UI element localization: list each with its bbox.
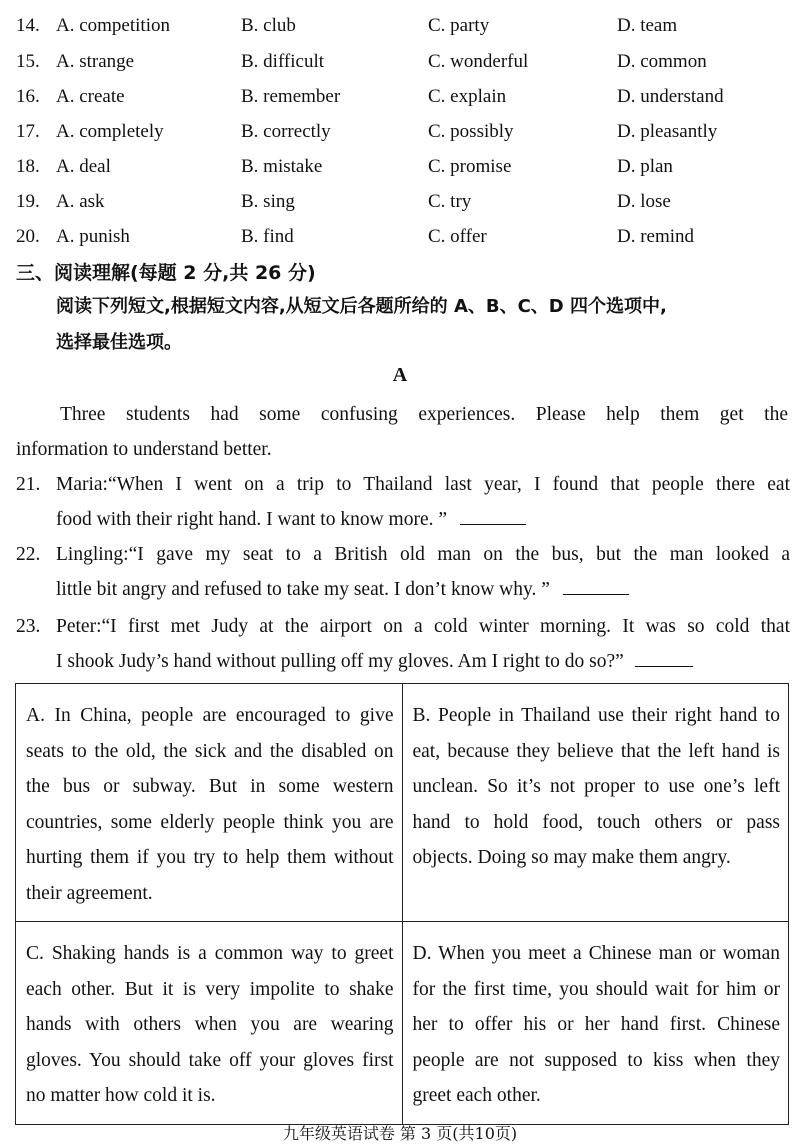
- option-a: A. punish: [56, 226, 130, 247]
- answer-blank[interactable]: [635, 644, 693, 667]
- option-c: C. possibly: [428, 121, 514, 142]
- choice-row: [0, 219, 800, 254]
- answer-blank[interactable]: [563, 572, 629, 595]
- question-number: 19.: [16, 191, 40, 212]
- option-c: C. wonderful: [428, 51, 529, 72]
- option-box-a: A. In China, people are encouraged to give seats to the old, the sick and the disabled on the bus or subway. But in some western countries, some elderly people think you are hurting them if you try to help them without their agreement.: [16, 684, 403, 922]
- question-number: 17.: [16, 121, 40, 142]
- option-c: C. promise: [428, 156, 512, 177]
- question-text: Lingling:“I gave my seat to a British old man on the bus, but the man looked a: [56, 544, 790, 565]
- option-d: D. common: [617, 51, 707, 72]
- option-box-b: B. People in Thailand use their right hand to eat, because they believe that the left hand is unclean. So it’s not proper to use one’s left hand to hold food, touch others or pass objects. Doing so may make them angry.: [402, 684, 789, 922]
- option-d: D. understand: [617, 86, 724, 107]
- choice-row: [0, 79, 800, 114]
- option-c: C. try: [428, 191, 472, 212]
- answer-blank[interactable]: [460, 502, 526, 525]
- question-text: [56, 644, 693, 679]
- option-b: B. find: [241, 226, 294, 247]
- option-b: B. remember: [241, 86, 341, 107]
- question-number: 15.: [16, 51, 40, 72]
- section-heading: 三、阅读理解(每题 2 分,共 26 分): [16, 262, 316, 284]
- question-number: 22.: [16, 544, 41, 565]
- option-b: B. sing: [241, 191, 295, 212]
- option-d: D. lose: [617, 191, 671, 212]
- question-text-line2: food with their right hand. I want to know more. ”: [56, 509, 447, 530]
- question-number: 18.: [16, 156, 40, 177]
- passage-intro: Three students had some confusing experiences. Please help them get the: [60, 404, 788, 425]
- option-d: D. plan: [617, 156, 673, 177]
- choice-row: [0, 114, 800, 149]
- options-table: [15, 683, 789, 1125]
- question-text-line2: I shook Judy’s hand without pulling off my gloves. Am I right to do so?”: [56, 651, 624, 672]
- choice-row: [0, 184, 800, 219]
- option-a: A. competition: [56, 15, 170, 36]
- question-number: 23.: [16, 616, 41, 637]
- option-box-c: C. Shaking hands is a common way to greet each other. But it is very impolite to shake hands with others when you are wearing gloves. You should take off your gloves first no matter how cold it is.: [16, 922, 403, 1125]
- question-number: 14.: [16, 15, 40, 36]
- choice-row: [0, 149, 800, 184]
- question-text: Maria:“When I went on a trip to Thailand last year, I found that people there eat: [56, 474, 790, 495]
- choice-row: [0, 8, 800, 43]
- question-text: [56, 572, 629, 607]
- passage-intro: information to understand better.: [16, 439, 272, 460]
- option-b: B. correctly: [241, 121, 331, 142]
- option-d: D. pleasantly: [617, 121, 718, 142]
- option-d: D. team: [617, 15, 678, 36]
- passage-title: A: [392, 364, 408, 386]
- question-number: 21.: [16, 474, 41, 495]
- option-a: A. completely: [56, 121, 164, 142]
- option-a: A. create: [56, 86, 125, 107]
- question-number: 16.: [16, 86, 40, 107]
- option-b: B. mistake: [241, 156, 323, 177]
- section-instruction: 阅读下列短文,根据短文内容,从短文后各题所给的 A、B、C、D 四个选项中,: [56, 296, 667, 317]
- question-text: Peter:“I first met Judy at the airport on a cold winter morning. It was so cold that: [56, 616, 790, 637]
- page-footer: 九年级英语试卷 第 3 页(共10页): [282, 1124, 518, 1143]
- option-b: B. difficult: [241, 51, 325, 72]
- question-text-line2: little bit angry and refused to take my seat. I don’t know why. ”: [56, 579, 550, 600]
- section-instruction: 选择最佳选项。: [56, 332, 182, 353]
- question-text: [56, 502, 526, 537]
- option-c: C. explain: [428, 86, 507, 107]
- option-b: B. club: [241, 15, 296, 36]
- option-a: A. deal: [56, 156, 111, 177]
- option-a: A. strange: [56, 51, 135, 72]
- option-a: A. ask: [56, 191, 105, 212]
- option-d: D. remind: [617, 226, 695, 247]
- choice-row: [0, 44, 800, 79]
- option-box-d: D. When you meet a Chinese man or woman for the first time, you should wait for him or her to offer his or her hand first. Chinese people are not supposed to kiss when they greet each other.: [402, 922, 789, 1125]
- option-c: C. offer: [428, 226, 487, 247]
- option-c: C. party: [428, 15, 490, 36]
- question-number: 20.: [16, 226, 40, 247]
